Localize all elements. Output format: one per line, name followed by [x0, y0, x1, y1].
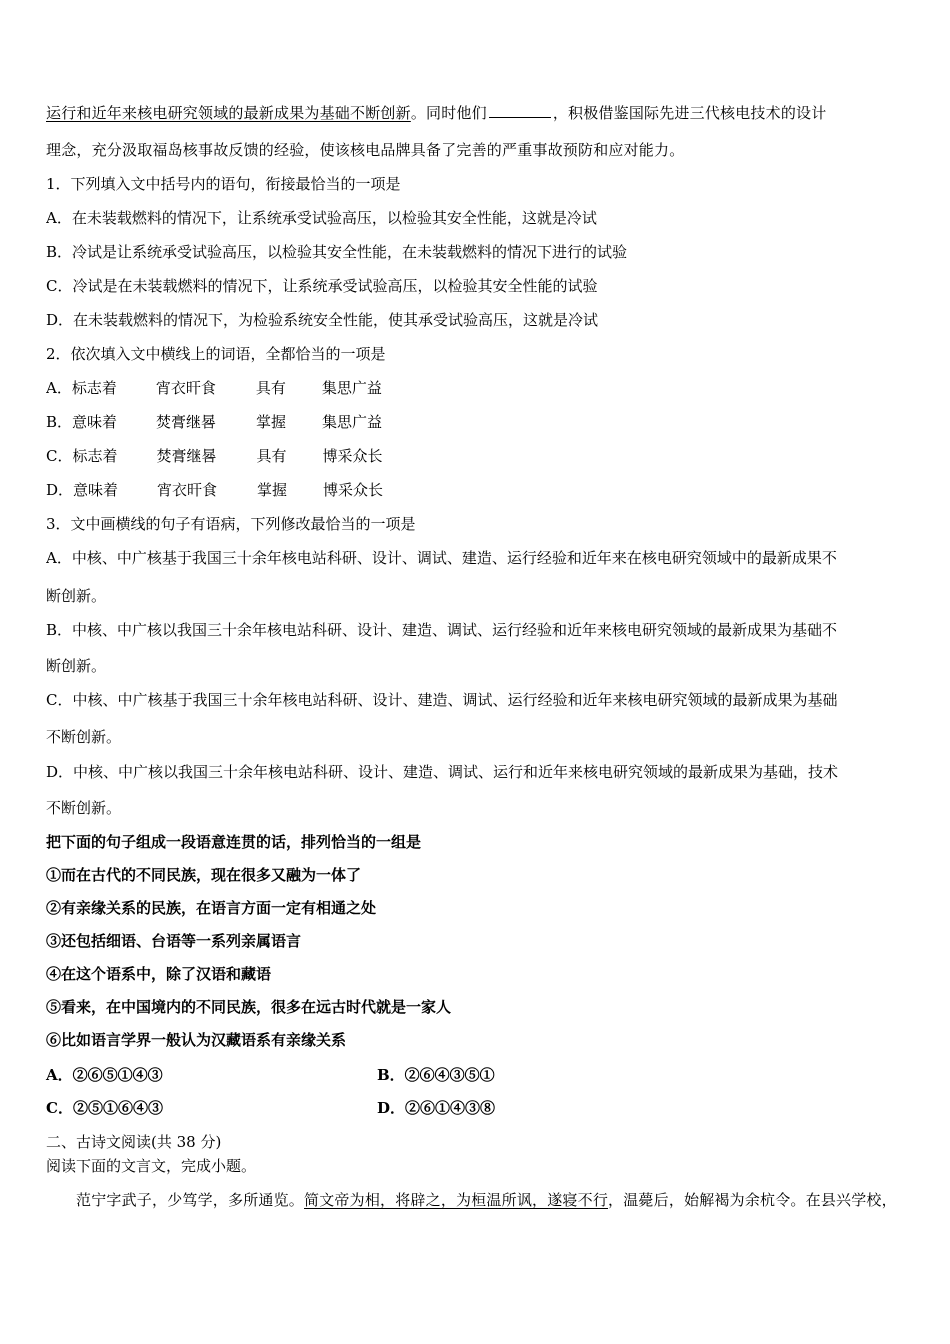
sentence-4: ④在这个语系中，除了汉语和藏语 — [46, 965, 272, 983]
option-letter: B． — [46, 413, 73, 431]
question-3-option-c-line-2: 不断创新。 — [46, 728, 122, 746]
word-3: 掌握 — [257, 481, 288, 499]
section-instruction: 阅读下面的文言文，完成小题。 — [46, 1157, 257, 1175]
question-1-option-d: D．在未装载燃料的情况下，为检验系统安全性能，使其承受试验高压，这就是冷试 — [46, 311, 599, 329]
question-3-option-b-line-1: B．中核、中广核以我国三十余年核电站科研、设计、建造、调试、运行经验和近年来核电研究领域的最新成果为基础不 — [46, 621, 838, 639]
question-2-stem: 2．依次填入文中横线上的词语，全都恰当的一项是 — [46, 345, 386, 363]
sentence-5: ⑤看来，在中国境内的不同民族，很多在远古时代就是一家人 — [46, 998, 452, 1016]
question-2-option-a — [46, 378, 908, 398]
word-4: 集思广益 — [322, 413, 383, 431]
sentence-3: ③还包括细语、台语等一系列亲属语言 — [46, 932, 302, 950]
word-3: 具有 — [256, 447, 287, 465]
passage-line-1 — [46, 103, 908, 123]
classical-text: 范宁字武子，少笃学，多所通览。 — [76, 1191, 305, 1209]
option-letter: A． — [46, 379, 72, 397]
question-3-option-d-line-1: D．中核、中广核以我国三十余年核电站科研、设计、建造、调试、运行和近年来核电研究领域的最新成果为基础，技术 — [46, 763, 839, 781]
question-4-stem: 把下面的句子组成一段语意连贯的话，排列恰当的一组是 — [46, 833, 422, 851]
question-4-option-d: D．②⑥①④③⑧ — [377, 1099, 496, 1117]
question-1-option-c: C．冷试是在未装载燃料的情况下，让系统承受试验高压，以检验其安全性能的试验 — [46, 277, 598, 295]
option-letter: D． — [46, 481, 74, 499]
question-3-option-b-line-2: 断创新。 — [46, 657, 107, 675]
question-3-option-a-line-1: A．中核、中广核基于我国三十余年核电站科研、设计、调试、建造、运行经验和近年来在核电研究领域中的最新成果不 — [46, 549, 837, 567]
word-1: 意味着 — [72, 413, 118, 431]
question-3-option-a-line-2: 断创新。 — [46, 587, 107, 605]
option-letter: C． — [46, 447, 73, 465]
underlined-sentence: 运行和近年来核电研究领域的最新成果为基础不断创新 — [46, 104, 411, 122]
question-1-option-b: B．冷试是让系统承受试验高压，以检验其安全性能，在未装载燃料的情况下进行的试验 — [46, 243, 628, 261]
question-3-option-c-line-1: C．中核、中广核基于我国三十余年核电站科研、设计、建造、调试、运行经验和近年来核电研究领域的最新成果为基础 — [46, 691, 838, 709]
word-4: 博采众长 — [323, 481, 384, 499]
fill-in-blank — [489, 103, 551, 118]
sentence-6: ⑥比如语言学界一般认为汉藏语系有亲缘关系 — [46, 1031, 347, 1049]
word-2: 焚膏继晷 — [156, 413, 217, 431]
word-1: 标志着 — [72, 447, 118, 465]
passage-line-2: 理念，充分汲取福岛核事故反馈的经验，使该核电品牌具备了完善的严重事故预防和应对能力。 — [46, 141, 685, 159]
word-3: 掌握 — [256, 413, 287, 431]
classical-text-line-1 — [76, 1190, 908, 1210]
question-2-option-c — [46, 446, 908, 466]
classical-text: ，温薨后，始解褐为余杭令。在县兴学校， — [608, 1191, 897, 1209]
passage-text: 。同时他们 — [410, 104, 487, 122]
question-3-stem: 3．文中画横线的句子有语病，下列修改最恰当的一项是 — [46, 515, 416, 533]
section-heading: 二、古诗文阅读(共 38 分) — [46, 1133, 222, 1151]
question-4-option-b: B．②⑥④③⑤① — [377, 1066, 495, 1084]
question-1-option-a: A．在未装载燃料的情况下，让系统承受试验高压，以检验其安全性能，这就是冷试 — [46, 209, 597, 227]
sentence-1: ①而在古代的不同民族，现在很多又融为一体了 — [46, 866, 362, 884]
question-2-option-d — [46, 480, 908, 500]
word-1: 标志着 — [71, 379, 117, 397]
passage-text: ，积极借鉴国际先进三代核电技术的设计 — [552, 104, 827, 122]
question-3-option-d-line-2: 不断创新。 — [46, 799, 122, 817]
question-4-option-a: A．②⑥⑤①④③ — [46, 1066, 163, 1084]
underlined-sentence: 简文帝为相，将辟之，为桓温所讽，遂寝不行 — [304, 1191, 609, 1209]
word-2: 宵衣旰食 — [155, 379, 216, 397]
sentence-2: ②有亲缘关系的民族，在语言方面一定有相通之处 — [46, 899, 377, 917]
question-2-option-b — [46, 412, 908, 432]
word-4: 博采众长 — [322, 447, 383, 465]
question-1-stem: 1．下列填入文中括号内的语句，衔接最恰当的一项是 — [46, 175, 401, 193]
word-1: 意味着 — [73, 481, 119, 499]
question-4-option-c: C．②⑤①⑥④③ — [46, 1099, 163, 1117]
word-4: 集思广益 — [321, 379, 382, 397]
word-2: 宵衣旰食 — [157, 481, 218, 499]
word-2: 焚膏继晷 — [156, 447, 217, 465]
word-3: 具有 — [255, 379, 286, 397]
